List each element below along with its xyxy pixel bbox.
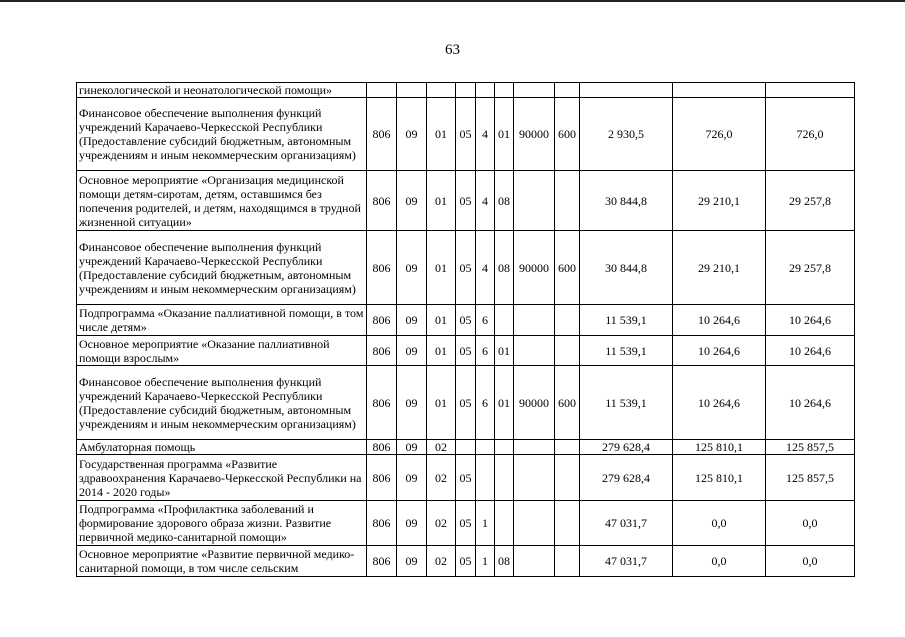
amount-year-1: 11 539,1 [580,305,673,336]
amount-year-3: 10 264,6 [766,366,855,440]
amount-year-3: 10 264,6 [766,305,855,336]
code-program: 05 [456,546,476,577]
code-expense-type [555,336,580,366]
code-subprogram: 1 [476,546,495,577]
code-expense-type [555,171,580,231]
code-subsection [427,83,456,98]
code-program: 05 [456,305,476,336]
code-subprogram: 1 [476,501,495,546]
code-subsection: 02 [427,455,456,501]
amount-year-1: 11 539,1 [580,366,673,440]
code-measure: 01 [495,98,514,171]
table-row [77,455,855,501]
top-border-rule [0,0,905,2]
row-name: Амбулаторная помощь [77,440,367,455]
amount-year-3: 0,0 [766,546,855,577]
code-section: 09 [397,501,427,546]
code-direction [514,336,555,366]
code-program: 05 [456,366,476,440]
code-program: 05 [456,98,476,171]
table-row [77,98,855,171]
row-name: Основное мероприятие «Оказание паллиативной помощи взрослым» [77,336,367,366]
code-ministry: 806 [367,501,397,546]
code-subsection: 01 [427,305,456,336]
code-program [456,83,476,98]
code-direction [514,501,555,546]
amount-year-3: 125 857,5 [766,440,855,455]
code-section: 09 [397,231,427,305]
amount-year-2: 0,0 [673,546,766,577]
table-row [77,336,855,366]
code-ministry: 806 [367,546,397,577]
code-program: 05 [456,455,476,501]
code-measure: 01 [495,336,514,366]
amount-year-3: 10 264,6 [766,336,855,366]
row-name: Подпрограмма «Оказание паллиативной помощи, в том числе детям» [77,305,367,336]
amount-year-1: 279 628,4 [580,440,673,455]
code-expense-type [555,455,580,501]
code-subsection: 01 [427,366,456,440]
code-section: 09 [397,546,427,577]
amount-year-3: 29 257,8 [766,171,855,231]
code-subprogram [476,83,495,98]
amount-year-2: 29 210,1 [673,171,766,231]
row-name: Финансовое обеспечение выполнения функций учреждений Карачаево-Черкесской Республики (Предоставление субсидий бюджетным, автономным учреждениям и иным некоммерческим организациям) [77,231,367,305]
code-ministry: 806 [367,98,397,171]
code-direction [514,305,555,336]
page-number: 63 [445,42,460,58]
code-measure: 01 [495,366,514,440]
code-expense-type: 600 [555,366,580,440]
amount-year-1 [580,83,673,98]
code-ministry [367,83,397,98]
code-section [397,83,427,98]
code-subsection: 02 [427,546,456,577]
code-subsection: 01 [427,336,456,366]
table-row [77,366,855,440]
amount-year-1: 30 844,8 [580,171,673,231]
code-section: 09 [397,171,427,231]
row-name: Подпрограмма «Профилактика заболеваний и формирование здорового образа жизни. Развитие первичной медико-санитарной помощи» [77,501,367,546]
table-row [77,171,855,231]
amount-year-3 [766,83,855,98]
code-expense-type [555,546,580,577]
amount-year-1: 47 031,7 [580,501,673,546]
code-subprogram [476,455,495,501]
code-subprogram: 6 [476,336,495,366]
code-direction [514,455,555,501]
code-subsection: 01 [427,231,456,305]
amount-year-2: 10 264,6 [673,336,766,366]
code-ministry: 806 [367,305,397,336]
amount-year-3: 29 257,8 [766,231,855,305]
code-program: 05 [456,501,476,546]
code-subprogram [476,440,495,455]
code-ministry: 806 [367,440,397,455]
code-measure: 08 [495,171,514,231]
code-direction [514,440,555,455]
budget-table [76,82,855,577]
amount-year-3: 125 857,5 [766,455,855,501]
code-expense-type [555,440,580,455]
code-measure: 08 [495,546,514,577]
amount-year-2: 0,0 [673,501,766,546]
row-name: Финансовое обеспечение выполнения функций учреждений Карачаево-Черкесской Республики (Предоставление субсидий бюджетным, автономным учреждениям и иным некоммерческим организациям) [77,366,367,440]
code-direction [514,83,555,98]
code-measure [495,83,514,98]
code-direction [514,546,555,577]
code-measure [495,305,514,336]
row-name: Основное мероприятие «Развитие первичной медико-санитарной помощи, в том числе сельским [77,546,367,577]
code-direction: 90000 [514,98,555,171]
table-row [77,546,855,577]
code-direction [514,171,555,231]
code-expense-type [555,83,580,98]
code-program: 05 [456,231,476,305]
table-row [77,83,855,98]
code-ministry: 806 [367,171,397,231]
code-program: 05 [456,171,476,231]
code-program [456,440,476,455]
code-ministry: 806 [367,231,397,305]
code-section: 09 [397,440,427,455]
amount-year-2: 10 264,6 [673,366,766,440]
table-row [77,501,855,546]
code-expense-type: 600 [555,98,580,171]
amount-year-3: 726,0 [766,98,855,171]
code-expense-type [555,305,580,336]
code-measure: 08 [495,231,514,305]
row-name: Государственная программа «Развитие здравоохранения Карачаево-Черкесской Республики на 2014 - 2020 годы» [77,455,367,501]
code-subprogram: 6 [476,366,495,440]
amount-year-2: 726,0 [673,98,766,171]
amount-year-2: 29 210,1 [673,231,766,305]
code-subsection: 02 [427,501,456,546]
code-subprogram: 4 [476,98,495,171]
code-subsection: 01 [427,98,456,171]
amount-year-2: 125 810,1 [673,440,766,455]
row-name: Финансовое обеспечение выполнения функций учреждений Карачаево-Черкесской Республики (Предоставление субсидий бюджетным, автономным учреждениям и иным некоммерческим организациям) [77,98,367,171]
code-measure [495,501,514,546]
amount-year-1: 30 844,8 [580,231,673,305]
code-direction: 90000 [514,231,555,305]
amount-year-1: 11 539,1 [580,336,673,366]
amount-year-1: 2 930,5 [580,98,673,171]
code-ministry: 806 [367,455,397,501]
table-row [77,231,855,305]
code-section: 09 [397,98,427,171]
code-measure [495,455,514,501]
code-subsection: 02 [427,440,456,455]
code-section: 09 [397,305,427,336]
amount-year-1: 47 031,7 [580,546,673,577]
code-section: 09 [397,366,427,440]
code-expense-type [555,501,580,546]
row-name: Основное мероприятие «Организация медицинской помощи детям-сиротам, детям, оставшимся без попечения родителей, и детям, находящимся в трудной жизненной ситуации» [77,171,367,231]
code-ministry: 806 [367,336,397,366]
table-row [77,305,855,336]
code-expense-type: 600 [555,231,580,305]
amount-year-2: 125 810,1 [673,455,766,501]
row-name: гинекологической и неонатологической помощи» [77,83,367,98]
amount-year-3: 0,0 [766,501,855,546]
amount-year-2 [673,83,766,98]
code-subprogram: 4 [476,171,495,231]
code-section: 09 [397,455,427,501]
amount-year-1: 279 628,4 [580,455,673,501]
code-measure [495,440,514,455]
code-program: 05 [456,336,476,366]
code-subsection: 01 [427,171,456,231]
code-section: 09 [397,336,427,366]
code-direction: 90000 [514,366,555,440]
code-subprogram: 6 [476,305,495,336]
table-row [77,440,855,455]
amount-year-2: 10 264,6 [673,305,766,336]
code-subprogram: 4 [476,231,495,305]
code-ministry: 806 [367,366,397,440]
